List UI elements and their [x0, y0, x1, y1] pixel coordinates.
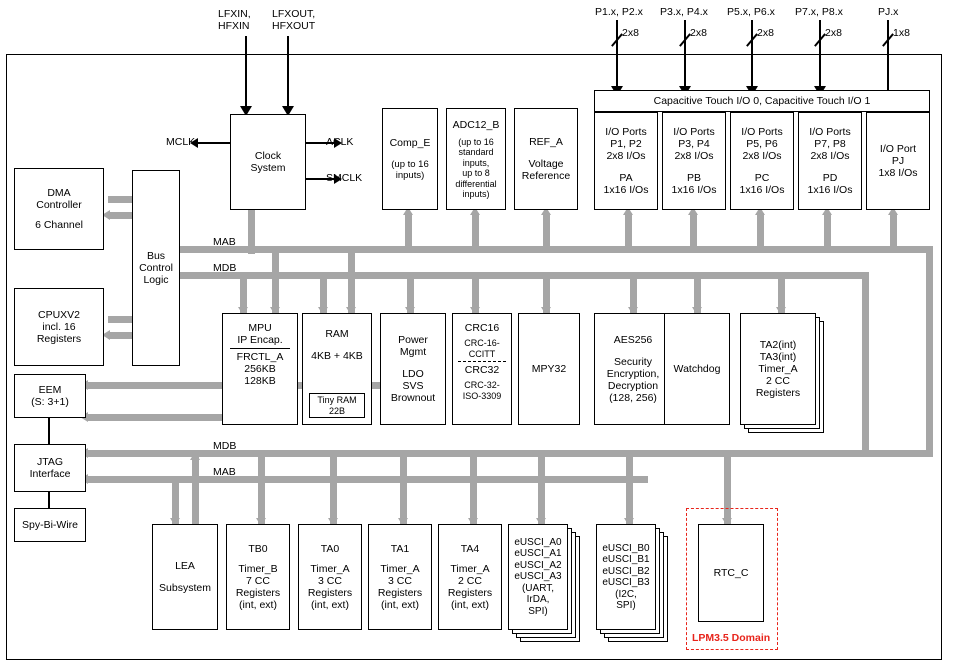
- ta0-line-3: 3 CC: [318, 575, 342, 587]
- ta23-line-0: TA2(int): [759, 339, 797, 351]
- block-ref-a: [514, 108, 578, 210]
- adc-line-3: standard: [458, 147, 494, 157]
- bus-mdb-top: [175, 272, 869, 279]
- block-power-mgmt: [380, 313, 446, 425]
- ta4-line-5: (int, ext): [451, 599, 489, 611]
- crc-line-1: CRC-16-: [464, 338, 500, 348]
- eusci-b-line-0: eUSCI_B0: [602, 542, 650, 554]
- block-io-port-c: [730, 112, 794, 210]
- mclk-line: [196, 142, 230, 144]
- bus-riser-pd: [824, 213, 831, 253]
- eusci-a-line-3: eUSCI_A3: [514, 571, 562, 583]
- bus-riser-lea-2-arrow: [190, 452, 200, 460]
- block-io-port-b: [662, 112, 726, 210]
- bus-clock-link: [248, 208, 255, 254]
- pb-line-5: 1x16 I/Os: [671, 184, 717, 196]
- clock-line-1: System: [250, 162, 286, 174]
- ta23-line-2: Timer_A: [758, 363, 798, 375]
- bus-mab-right-vertical: [926, 246, 933, 456]
- bus-riser-eusci-a: [538, 457, 545, 525]
- ta0-line-5: (int, ext): [311, 599, 349, 611]
- eusci-a-line-2: eUSCI_A2: [514, 559, 562, 571]
- pa-line-0: I/O Ports: [605, 126, 647, 138]
- cpu-line-2: Registers: [36, 333, 82, 345]
- mpu-line-1: IP Encap.: [237, 334, 283, 346]
- tb0-line-0: TB0: [248, 543, 268, 555]
- eusci-a-line-1: eUSCI_A1: [514, 548, 562, 560]
- adc-line-2: (up to 16: [458, 136, 494, 147]
- adc-line-0: ADC12_B: [452, 118, 500, 131]
- adc-line-5: up to 8: [462, 168, 490, 178]
- ta1-line-0: TA1: [390, 543, 410, 555]
- bus-riser-compe: [405, 213, 412, 253]
- bus-label-mab-bottom: MAB: [213, 466, 236, 478]
- block-watchdog: [664, 313, 730, 425]
- compe-line-0: Comp_E: [389, 137, 431, 149]
- capacitive-touch-label: Capacitive Touch I/O 0, Capacitive Touch I/O 1: [653, 95, 871, 107]
- ta23-line-3: 2 CC: [766, 375, 790, 387]
- block-comp-e: [382, 108, 438, 210]
- bus-mab-bottom: [88, 476, 648, 483]
- eusci-b-line-1: eUSCI_B1: [602, 554, 650, 565]
- bus-label-mdb-top: MDB: [213, 262, 237, 274]
- aes-line-3: Encryption,: [606, 368, 660, 380]
- pa-line-5: 1x16 I/Os: [603, 184, 649, 196]
- tb0-line-3: 7 CC: [246, 575, 270, 587]
- block-tb0: [226, 524, 290, 630]
- pin-label-p7p8: P7.x, P8.x: [795, 6, 843, 18]
- compe-line-3: inputs): [395, 170, 425, 181]
- ta1-line-5: (int, ext): [381, 599, 419, 611]
- clock-pin-hfxout: HFXOUT: [272, 20, 316, 32]
- compe-line-2: (up to 16: [391, 159, 429, 170]
- block-dma-controller: [14, 168, 104, 250]
- pj-line-1: PJ: [891, 155, 905, 167]
- block-ta2-ta3: [740, 313, 816, 425]
- ram-line-3: 22B: [328, 405, 345, 416]
- ram-line-2: Tiny RAM: [317, 395, 357, 405]
- bus-riser-tb0: [258, 457, 265, 525]
- dma-line-0: DMA: [47, 187, 71, 199]
- eem-line-1: (S: 3+1): [31, 396, 69, 408]
- pa-line-1: P1, P2: [610, 138, 642, 150]
- ta4-line-2: Timer_A: [450, 563, 490, 575]
- block-spy-bi-wire: [14, 508, 86, 542]
- block-mpy32: [518, 313, 580, 425]
- pd-line-2: 2x8 I/Os: [810, 150, 850, 162]
- bus-riser-eusci-b: [626, 457, 633, 525]
- pb-line-4: PB: [686, 172, 701, 184]
- ref-line-3: Reference: [521, 170, 571, 182]
- pwr-line-5: Brownout: [390, 392, 436, 404]
- block-jtag-interface: [14, 444, 86, 492]
- ta0-line-2: Timer_A: [310, 563, 350, 575]
- aes-line-4: Decryption: [607, 380, 659, 392]
- crc-line-2: CCITT: [468, 348, 496, 359]
- pc-line-2: 2x8 I/Os: [742, 150, 782, 162]
- eem-line-0: EEM: [38, 384, 62, 396]
- tiny-ram-box: [309, 393, 365, 418]
- wdt-line-0: Watchdog: [673, 363, 721, 375]
- eusci-a-line-4: (UART,: [521, 582, 555, 594]
- crc-line-0: CRC16: [464, 322, 500, 334]
- ram-line-0: RAM: [325, 328, 349, 340]
- bus-riser-adc: [472, 213, 479, 253]
- block-lea: [152, 524, 218, 630]
- ta4-line-0: TA4: [460, 543, 480, 555]
- lea-line-0: LEA: [175, 560, 195, 572]
- ta4-line-4: Registers: [447, 587, 493, 599]
- pin-width-p5p6: 2x8: [757, 27, 774, 39]
- pd-line-5: 1x16 I/Os: [807, 184, 853, 196]
- bus-drop-mpu-2: [272, 253, 279, 313]
- mpu-line-4: 128KB: [244, 375, 276, 387]
- mpu-line-3: 256KB: [244, 363, 276, 375]
- ta1-line-4: Registers: [377, 587, 423, 599]
- block-adc12-b: [446, 108, 506, 210]
- bus-riser-ta0: [330, 457, 337, 525]
- pc-line-5: 1x16 I/Os: [739, 184, 785, 196]
- pj-line-2: 1x8 I/Os: [878, 167, 918, 179]
- sbw-line-0: Spy-Bi-Wire: [21, 519, 78, 531]
- ta0-line-4: Registers: [307, 587, 353, 599]
- pin-label-p1p2: P1.x, P2.x: [595, 6, 643, 18]
- mpy-line-0: MPY32: [531, 363, 567, 375]
- pc-line-4: PC: [754, 172, 770, 184]
- adc-line-4: inputs,: [462, 157, 490, 168]
- crc-line-3: CRC32: [464, 364, 500, 376]
- pin-width-p3p4: 2x8: [690, 27, 707, 39]
- bcl-line-2: Logic: [143, 274, 169, 286]
- block-mpu: [222, 313, 298, 425]
- bus-riser-pj: [890, 213, 897, 253]
- pj-line-0: I/O Port: [879, 143, 917, 155]
- pb-line-2: 2x8 I/Os: [674, 150, 714, 162]
- mpu-divider: [230, 348, 291, 349]
- eem-jtag-connector: [48, 418, 50, 444]
- clock-pin-hfxin: HFXIN: [218, 20, 250, 32]
- pb-line-1: P3, P4: [678, 138, 710, 150]
- bus-drop-ram-2: [348, 253, 355, 313]
- bus-riser-pb: [690, 213, 697, 253]
- pd-line-1: P7, P8: [814, 138, 846, 150]
- adc-line-6: differential: [455, 178, 497, 189]
- pa-line-4: PA: [619, 172, 633, 184]
- pd-line-0: I/O Ports: [809, 126, 851, 138]
- block-cpuxv2: [14, 288, 104, 366]
- bus-riser-lea-2: [192, 457, 199, 525]
- cpu-line-0: CPUXV2: [37, 309, 80, 321]
- bus-label-mdb-bottom: MDB: [213, 440, 237, 452]
- ta1-line-2: Timer_A: [380, 563, 420, 575]
- crc-line-4: CRC-32-: [464, 380, 500, 390]
- pa-line-2: 2x8 I/Os: [606, 150, 646, 162]
- pd-line-4: PD: [822, 172, 838, 184]
- block-rtc-c: [698, 524, 764, 622]
- cpu-line-1: incl. 16: [42, 321, 76, 333]
- eusci-b-line-4: (I2C,: [615, 588, 637, 600]
- bus-label-mab-top: MAB: [213, 236, 236, 248]
- ta1-line-3: 3 CC: [388, 575, 412, 587]
- ta23-line-4: Registers: [755, 387, 801, 399]
- ta0-line-0: TA0: [320, 543, 340, 555]
- bus-mdb-right-vertical: [862, 272, 869, 457]
- pwr-line-0: Power: [398, 334, 428, 346]
- bus-riser-ref: [543, 213, 550, 253]
- mpu-line-0: MPU: [248, 322, 272, 334]
- lea-line-2: Subsystem: [159, 582, 211, 594]
- dma-line-3: 6 Channel: [35, 219, 83, 231]
- ref-line-2: Voltage: [528, 158, 564, 170]
- block-ta0: [298, 524, 362, 630]
- block-eusci-b: [596, 524, 656, 630]
- block-io-port-j: [866, 112, 930, 210]
- eusci-b-line-5: SPI): [616, 600, 636, 611]
- pin-width-p7p8: 2x8: [825, 27, 842, 39]
- jtag-line-1: Interface: [29, 468, 71, 480]
- tb0-line-4: Registers: [235, 587, 281, 599]
- bus-mab-top: [175, 246, 933, 253]
- pin-width-pj: 1x8: [893, 27, 910, 39]
- bus-riser-ta1: [400, 457, 407, 525]
- ta23-line-1: TA3(int): [759, 351, 797, 363]
- crc-divider: [458, 361, 506, 362]
- bcl-line-1: Control: [139, 262, 173, 274]
- block-ta1: [368, 524, 432, 630]
- jtag-sbw-connector: [48, 492, 50, 508]
- block-clock-system: [230, 114, 306, 210]
- block-aes256: [594, 313, 672, 425]
- clock-output-aclk: ACLK: [326, 136, 354, 148]
- tb0-line-5: (int, ext): [239, 599, 277, 611]
- pin-width-p1p2: 2x8: [622, 27, 639, 39]
- aes-line-5: (128, 256): [609, 392, 657, 404]
- eusci-a-line-5: IrDA,: [526, 594, 550, 606]
- clock-line-0: Clock: [254, 150, 282, 162]
- eusci-b-line-2: eUSCI_B2: [602, 565, 650, 577]
- block-crc: [452, 313, 512, 425]
- pin-label-p3p4: P3.x, P4.x: [660, 6, 708, 18]
- pwr-line-4: SVS: [402, 380, 424, 392]
- pb-line-0: I/O Ports: [673, 126, 715, 138]
- rtc-line-0: RTC_C: [713, 567, 749, 579]
- lpm35-domain-label: LPM3.5 Domain: [692, 632, 771, 644]
- aes-line-2: Security: [614, 356, 652, 368]
- capacitive-touch-bar: [594, 90, 930, 112]
- mpu-line-2: FRCTL_A: [236, 351, 284, 363]
- block-bus-control-logic: [132, 170, 180, 366]
- clock-output-mclk: MCLK: [166, 136, 196, 148]
- block-eusci-a: [508, 524, 568, 630]
- pin-label-p5p6: P5.x, P6.x: [727, 6, 775, 18]
- eusci-a-line-6: SPI): [528, 605, 548, 617]
- bus-riser-ta4: [470, 457, 477, 525]
- aes-line-0: AES256: [613, 334, 653, 346]
- bcl-line-0: Bus: [146, 250, 166, 262]
- ref-line-0: REF_A: [529, 136, 563, 148]
- block-io-port-a: [594, 112, 658, 210]
- block-ta4: [438, 524, 502, 630]
- pc-line-1: P5, P6: [746, 138, 778, 150]
- crc-line-5: ISO-3309: [462, 390, 502, 401]
- clock-output-smclk: SMCLK: [326, 172, 363, 184]
- pc-line-0: I/O Ports: [741, 126, 783, 138]
- jtag-line-0: JTAG: [36, 456, 64, 468]
- pwr-line-1: Mgmt: [399, 346, 427, 358]
- bus-riser-pc: [757, 213, 764, 253]
- adc-line-7: inputs): [462, 189, 490, 199]
- tb0-line-2: Timer_B: [238, 563, 278, 575]
- clock-pin-lfxout: LFXOUT,: [272, 8, 316, 20]
- block-ram: [302, 313, 372, 425]
- eusci-b-line-3: eUSCI_B3: [602, 577, 650, 588]
- eusci-a-line-0: eUSCI_A0: [514, 536, 562, 548]
- pin-label-pj: PJ.x: [878, 6, 899, 18]
- bus-riser-pa: [625, 213, 632, 253]
- block-io-port-d: [798, 112, 862, 210]
- pwr-line-3: LDO: [402, 368, 424, 380]
- clock-pin-lfxin: LFXIN,: [218, 8, 251, 20]
- block-eem: [14, 374, 86, 418]
- ta4-line-3: 2 CC: [458, 575, 482, 587]
- ram-line-1: 4KB + 4KB: [311, 350, 363, 362]
- dma-line-1: Controller: [36, 199, 82, 211]
